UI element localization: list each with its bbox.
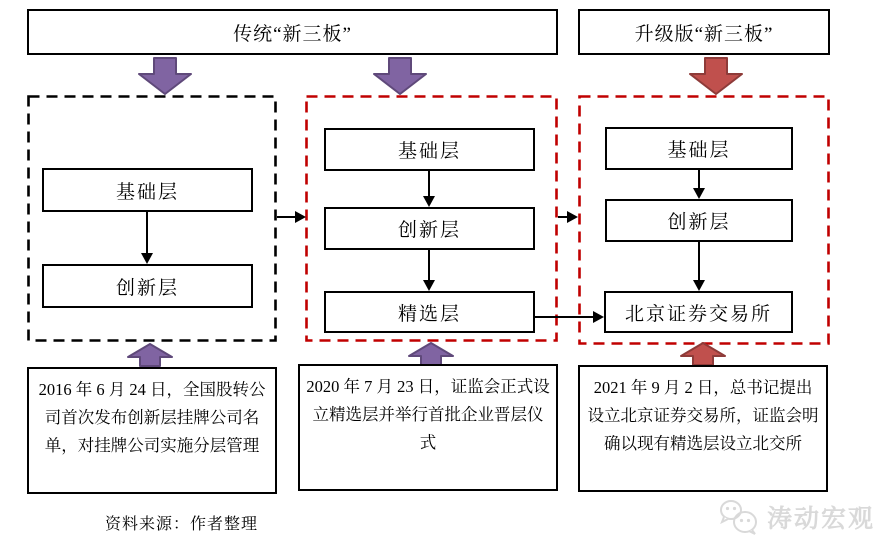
stage1-innovation-layer-box <box>42 264 253 308</box>
note-2016-text: 2016 年 6 月 24 日，全国股转公司首次发布创新层挂牌公司名单，对挂牌公司实施分层管理 <box>38 380 266 455</box>
stage1-innovation-layer-label: 创新层 <box>115 277 179 299</box>
stage2-innovation-layer-box <box>324 207 535 250</box>
up-arrow-icon <box>680 342 726 366</box>
header-traditional-label: 传统“新三板” <box>233 23 352 45</box>
stage2-innovation-layer-label: 创新层 <box>397 220 461 241</box>
note-2021-text: 2021 年 9 月 2 日，总书记提出设立北京证券交易所，证监会明确以现有精选层设立北交所 <box>587 378 819 453</box>
stage3-bse-label: 北京证券交易所 <box>624 303 772 325</box>
header-upgraded-label: 升级版“新三板” <box>634 23 774 45</box>
stage3-base-layer-box <box>605 127 793 170</box>
arrowhead-right-icon <box>567 211 578 223</box>
arrowhead-down-icon <box>423 196 435 207</box>
stage3-innovation-layer-label: 创新层 <box>667 212 731 233</box>
wechat-icon <box>718 499 760 535</box>
source-note: 资料来源：作者整理 <box>105 516 259 533</box>
header-traditional-xinsanban <box>27 9 558 55</box>
stage2-select-layer-box <box>324 291 535 333</box>
connector-line <box>428 171 430 197</box>
down-arrow-icon <box>688 57 744 95</box>
note-2016 <box>27 367 277 494</box>
stage2-base-layer-box <box>324 128 535 171</box>
arrowhead-down-icon <box>141 253 153 264</box>
note-2020 <box>298 364 558 491</box>
connector-line <box>698 170 700 189</box>
note-2020-text: 2020 年 7 月 23 日，证监会正式设立精选层并举行首批企业晋层仪式 <box>306 377 550 452</box>
stage1-base-layer-label: 基础层 <box>115 181 179 203</box>
arrowhead-right-icon <box>593 311 604 323</box>
stage1-base-layer-box <box>42 168 253 212</box>
header-upgraded-xinsanban <box>578 9 830 55</box>
stage2-base-layer-label: 基础层 <box>397 141 461 162</box>
connector-line <box>698 242 700 281</box>
arrowhead-right-icon <box>295 211 306 223</box>
stage3-innovation-layer-box <box>605 199 793 242</box>
stage2-select-layer-label: 精选层 <box>397 303 461 325</box>
up-arrow-icon <box>127 343 173 367</box>
arrowhead-down-icon <box>693 280 705 291</box>
down-arrow-icon <box>137 57 193 95</box>
note-2021 <box>578 365 828 492</box>
stage3-base-layer-label: 基础层 <box>667 140 731 161</box>
arrowhead-down-icon <box>693 188 705 199</box>
stage3-bse-box <box>604 291 793 333</box>
up-arrow-icon <box>408 342 454 366</box>
watermark-text: 涛动宏观 <box>767 505 876 533</box>
connector-line <box>428 250 430 281</box>
watermark <box>718 499 875 535</box>
arrowhead-down-icon <box>423 280 435 291</box>
connector-line <box>277 216 296 218</box>
down-arrow-icon <box>372 57 428 95</box>
connector-line <box>535 316 594 318</box>
connector-line <box>146 212 148 254</box>
